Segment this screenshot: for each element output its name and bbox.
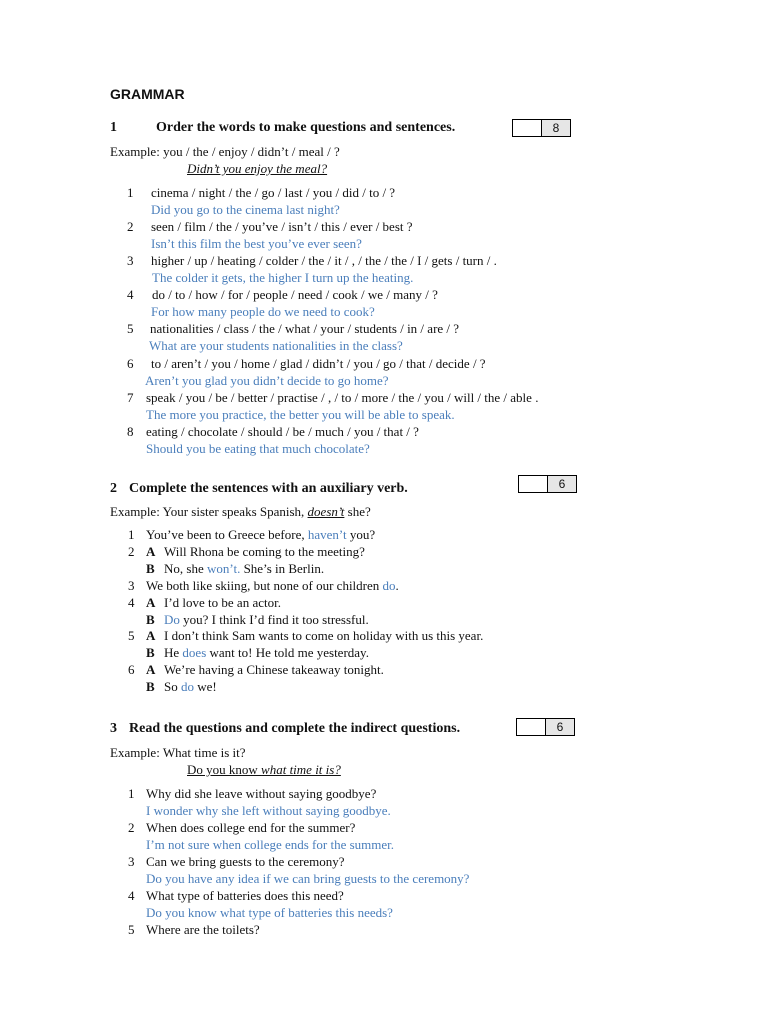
item-question: When does college end for the summer? (146, 820, 356, 836)
item-number: 1 (128, 786, 135, 801)
item-answer: Did you go to the cinema last night? (151, 202, 340, 217)
item-question: What type of batteries does this need? (146, 888, 344, 904)
item-number: 6 (128, 662, 135, 678)
example-label: Example: (110, 144, 160, 159)
speaker-label: A (146, 662, 156, 678)
item-number: 2 (128, 820, 135, 836)
item-answer: Do you have any idea if we can bring guests to the ceremony? (146, 871, 470, 887)
sentence-text: we! (193, 679, 217, 695)
auxiliary-answer: do (180, 679, 194, 695)
item-number: 2 (128, 543, 135, 559)
auxiliary-answer: haven’t (307, 527, 347, 542)
sentence-line (164, 645, 369, 661)
sentence-line (164, 628, 483, 644)
sentence-text: We both like skiing, but none of our children (146, 577, 383, 593)
sentence-text: Will Rhona be coming to the meeting? (164, 543, 365, 559)
sentence-text: I don’t think Sam wants to come on holiday with us this year. (164, 628, 484, 644)
section-3-title: Read the questions and complete the indirect questions. (129, 721, 461, 736)
sentence-line (164, 544, 365, 560)
sentence-line (164, 595, 281, 611)
item-question: Why did she leave without saying goodbye? (146, 786, 377, 801)
section-2-score: 6 (548, 476, 576, 492)
section-3-number: 3 (110, 721, 117, 736)
item-answer: The more you practice, the better you will be able to speak. (146, 406, 455, 422)
sentence-text: you? (346, 527, 376, 542)
example-answer: what time it is? (261, 762, 341, 777)
item-answer: For how many people do we need to cook? (151, 304, 375, 320)
sentence-line (164, 561, 324, 577)
sentence-text: You’ve been to Greece before, (146, 527, 308, 542)
item-number: 4 (128, 594, 135, 610)
item-number: 5 (128, 922, 135, 938)
item-answer: I’m not sure when college ends for the summer. (146, 837, 395, 853)
sentence-text: We’re having a Chinese takeaway tonight. (164, 662, 384, 678)
item-number: 3 (128, 577, 135, 593)
sentence-text: I’d love to be an actor. (164, 594, 281, 610)
speaker-label: A (146, 543, 156, 559)
item-words: seen / film / the / you’ve / isn’t / this / ever / best ? (151, 219, 413, 235)
speaker-label: A (146, 628, 156, 644)
example-words: you / the / enjoy / didn’t / meal / ? (163, 144, 340, 159)
sentence-line (146, 578, 399, 594)
section-3-example (110, 745, 246, 761)
auxiliary-answer: Do (164, 611, 180, 627)
section-2-example (110, 504, 371, 520)
page-heading: GRAMMAR (110, 86, 185, 102)
item-number: 6 (127, 355, 134, 371)
score-input-blank[interactable] (517, 719, 546, 735)
item-number: 5 (127, 321, 134, 337)
example-prefix: Do you know (187, 762, 262, 777)
item-number: 1 (128, 527, 135, 542)
example-sentence: Your sister speaks Spanish, (162, 504, 308, 519)
sentence-line (164, 679, 217, 695)
speaker-label: B (146, 560, 155, 576)
item-words: nationalities / class / the / what / your / students / in / are / ? (150, 321, 460, 337)
section-1-title: Order the words to make questions and sentences. (156, 120, 456, 135)
item-number: 8 (127, 423, 134, 439)
section-2-score-box[interactable] (518, 475, 577, 493)
speaker-label: B (146, 679, 155, 695)
item-answer: What are your students nationalities in the class? (149, 338, 403, 354)
example-label: Example: (110, 745, 160, 760)
section-3-score: 6 (546, 719, 574, 735)
section-1-score: 8 (542, 120, 570, 136)
sentence-line (146, 527, 375, 543)
auxiliary-answer: does (182, 645, 207, 661)
speaker-label: B (146, 645, 155, 661)
item-words: higher / up / heating / colder / the / it / , / the / the / I / gets / turn / . (151, 253, 497, 269)
item-number: 3 (128, 854, 135, 870)
section-2-title: Complete the sentences with an auxiliary verb. (129, 481, 408, 496)
item-words: cinema / night / the / go / last / you / did / to / ? (151, 185, 396, 200)
item-number: 4 (127, 287, 134, 303)
section-2-number: 2 (110, 481, 117, 496)
item-number: 1 (127, 185, 134, 200)
section-1-score-box[interactable] (512, 119, 571, 137)
section-1-example-answer: Didn’t you enjoy the meal? (187, 161, 328, 176)
item-answer: Should you be eating that much chocolate? (146, 440, 370, 456)
item-number: 4 (128, 888, 135, 904)
sentence-text: She’s in Berlin. (240, 560, 325, 576)
item-answer: Do you know what type of batteries this needs? (146, 905, 393, 921)
item-number: 7 (127, 389, 134, 405)
item-question: Can we bring guests to the ceremony? (146, 854, 345, 870)
item-words: eating / chocolate / should / be / much / you / that / ? (146, 423, 419, 439)
section-3-score-box[interactable] (516, 718, 575, 736)
item-number: 3 (127, 253, 134, 269)
item-words: to / aren’t / you / home / glad / didn’t / you / go / that / decide / ? (151, 355, 486, 371)
score-input-blank[interactable] (513, 120, 542, 136)
sentence-text: want to! He told me yesterday. (206, 645, 369, 661)
item-number: 5 (128, 628, 135, 644)
item-answer: I wonder why she left without saying goodbye. (146, 803, 391, 818)
sentence-line (164, 612, 369, 628)
auxiliary-answer: do (382, 577, 396, 593)
speaker-label: B (146, 611, 155, 627)
example-label: Example: (110, 504, 160, 519)
item-answer: Aren’t you glad you didn’t decide to go home? (145, 372, 389, 388)
auxiliary-answer: won’t. (206, 560, 241, 576)
example-sentence-end: she? (344, 504, 371, 519)
section-3-example-answer (187, 762, 341, 778)
item-answer: Isn’t this film the best you’ve ever seen? (151, 236, 362, 252)
example-question: What time is it? (162, 745, 246, 760)
item-number: 2 (127, 219, 134, 235)
item-question: Where are the toilets? (146, 922, 260, 938)
speaker-label: A (146, 594, 156, 610)
sentence-line (164, 662, 384, 678)
section-1-number: 1 (110, 120, 117, 135)
item-answer: The colder it gets, the higher I turn up the heating. (152, 270, 414, 286)
sentence-text: He (164, 645, 183, 661)
example-answer: doesn’t (307, 504, 345, 519)
item-words: speak / you / be / better / practise / , / to / more / the / you / will / the / able . (146, 389, 539, 405)
sentence-text: So (164, 679, 181, 695)
section-1-example (110, 144, 340, 160)
sentence-text: . (395, 577, 399, 593)
score-input-blank[interactable] (519, 476, 548, 492)
sentence-text: you? I think I’d find it too stressful. (179, 611, 369, 627)
sentence-text: No, she (164, 560, 207, 576)
item-words: do / to / how / for / people / need / cook / we / many / ? (152, 287, 438, 303)
